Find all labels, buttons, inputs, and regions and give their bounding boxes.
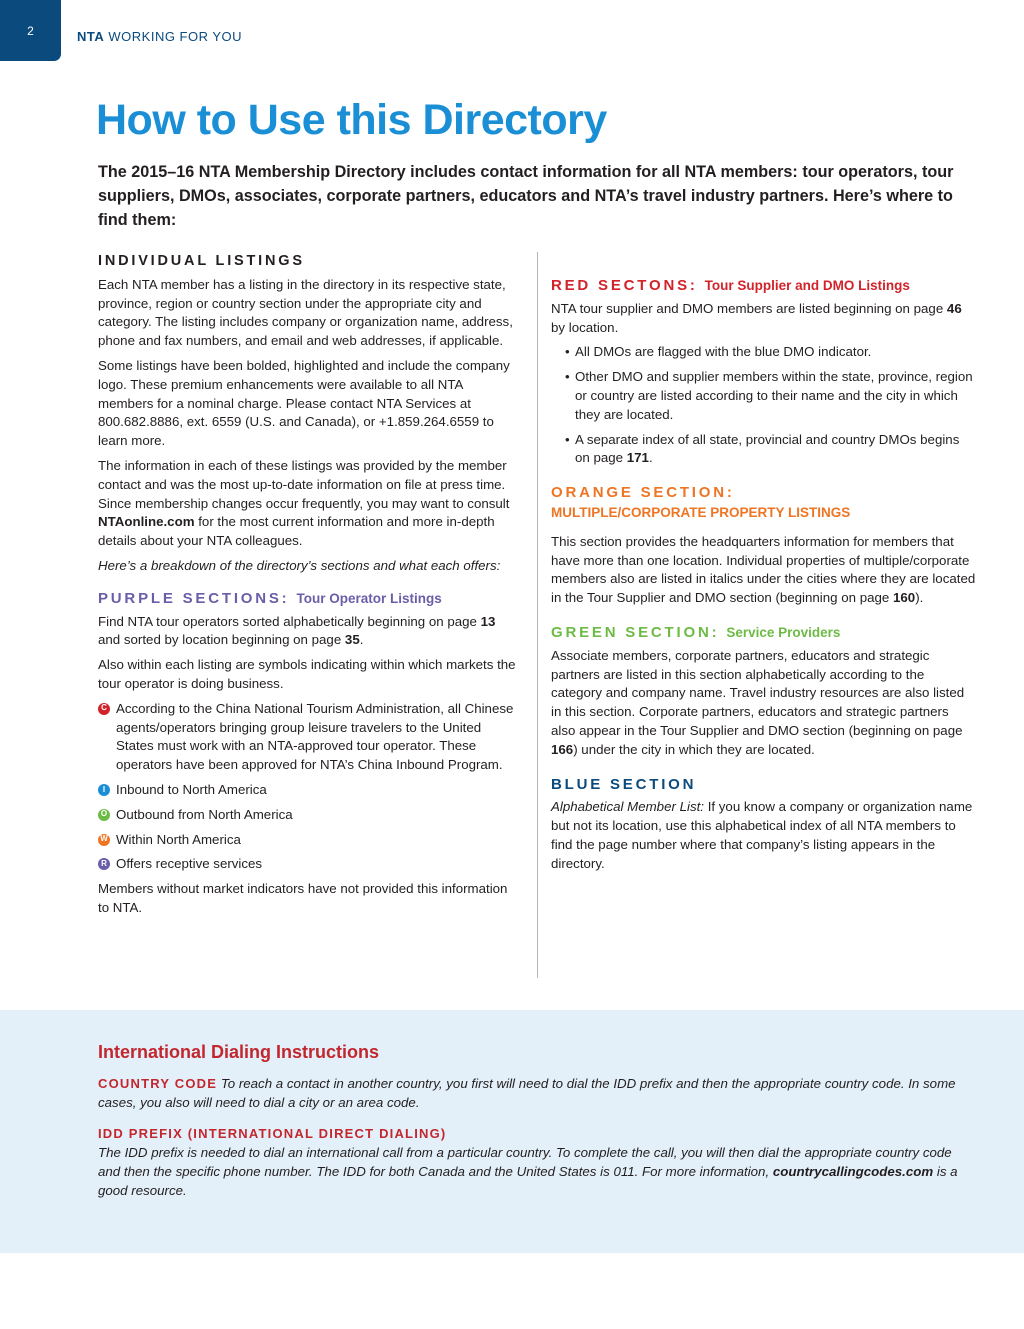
dialing-panel (0, 1010, 1024, 1253)
country-code-text: To reach a contact in another country, you first will need to dial the IDD prefix and then the appropriate country code. In some cases, you also will need to dial a city or an area code. (98, 1076, 956, 1110)
green-page-166: 166 (551, 741, 574, 757)
purple-p3: Members without market indicators have not provided this information to NTA. (98, 881, 508, 915)
red-sections-heading (551, 277, 976, 296)
market-marker-text: Within North America (116, 831, 241, 847)
individual-p3 (98, 457, 518, 551)
red-p1-a: NTA tour supplier and DMO members are listed beginning on page (551, 300, 947, 316)
market-marker-item (98, 781, 518, 800)
red-p1 (551, 300, 976, 338)
market-marker-text: Inbound to North America (116, 781, 267, 797)
idd-prefix-end: is a good resource. (98, 1164, 958, 1198)
purple-page-35: 35 (344, 632, 360, 648)
green-p1-b: ) under the city in which they are located. (573, 741, 815, 757)
blue-section-heading: BLUE SECTION (551, 775, 697, 793)
market-marker-item (98, 855, 518, 874)
market-marker-item (98, 806, 518, 825)
red-page-46: 46 (946, 300, 962, 316)
blue-p1-rest: If you know a company or organization name but not its location, use this alphabetical index of all NTA members to find the page number where that company’s listing appears in the directory. (551, 799, 973, 871)
page-number: 2 (27, 23, 34, 38)
purple-sections-heading (98, 590, 518, 609)
green-label: GREEN SECTION: (551, 623, 720, 641)
individual-listings-heading: INDIVIDUAL LISTINGS (98, 253, 305, 269)
red-bullet-3-b: . (648, 450, 653, 466)
individual-p4 (98, 557, 518, 576)
purple-sub: Tour Operator Listings (296, 590, 442, 606)
red-bullet-1-text: All DMOs are flagged with the blue DMO indicator. (575, 344, 872, 360)
green-section-heading (551, 624, 976, 643)
purple-p1-b: and sorted by location beginning on page (98, 632, 345, 648)
column-divider (537, 252, 538, 978)
running-title: WORKING FOR YOU (108, 29, 243, 44)
idd-prefix-label: IDD PREFIX (INTERNATIONAL DIRECT DIALING) (98, 1126, 447, 1141)
intro-paragraph: The 2015–16 NTA Membership Directory includes contact information for all NTA members: tour operators, tour suppliers, DMOs, associates, corporate partners, educators and NTA’s travel industry partners. Here’s where to find them: (98, 163, 954, 229)
individual-p4-text: Here’s a breakdown of the directory’s sections and what each offers: (98, 557, 501, 573)
idd-prefix-text: The IDD prefix is needed to dial an international call from a particular country. To complete the call, you will then dial the appropriate country code and then the specific phone number. The IDD for both Canada and the United States is 011. For more information, (98, 1145, 952, 1179)
orange-page-160: 160 (893, 590, 916, 606)
market-marker-item (98, 831, 518, 850)
right-column (551, 277, 976, 880)
running-header (77, 29, 242, 44)
red-p1-b: by location. (551, 319, 619, 335)
red-bullet-2-text: Other DMO and supplier members within the state, province, region or country are listed according to their name and the city in which they are located. (575, 369, 973, 422)
purple-page-13: 13 (480, 613, 496, 629)
market-marker-text: Offers receptive services (116, 856, 263, 872)
green-sub: Service Providers (726, 624, 841, 640)
purple-p1 (98, 613, 518, 651)
orange-p1-a: This section provides the headquarters information for members that have more than one location. Individual properties of multiple/corporate members also are listed in italics under the cities where they are located in the Tour Supplier and DMO section (beginning on page (551, 533, 976, 606)
blue-p1 (551, 798, 976, 873)
orange-label: ORANGE SECTION: (551, 484, 735, 502)
red-bullet-3: • A separate index of all state, provincial and country DMOs begins on page 171. (565, 431, 960, 466)
page-title: How to Use this Directory (96, 96, 607, 144)
orange-section-heading (551, 484, 976, 523)
purple-label: PURPLE SECTIONS: (98, 589, 290, 607)
red-bullet-2: • Other DMO and supplier members within the state, province, region or country are listed according to their name and the city in which they are located. (565, 368, 976, 424)
individual-p3-text-a: The information in each of these listings was provided by the member contact and was the most up-to-date information on file at press time. Since membership changes occur frequently, you may want to consult (98, 457, 510, 511)
green-p1-a: Associate members, corporate partners, educators and strategic partners are listed in this section alphabetically according to the category and company name. Travel industry resources are also listed in this section. Corporate partners, educators and strategic partners also appear in the Tour Supplier and DMO section (beginning on page (551, 647, 965, 738)
purple-p1-c: . (359, 632, 364, 648)
dialing-title: International Dialing Instructions (98, 1042, 380, 1062)
country-code-label: COUNTRY CODE (98, 1076, 218, 1091)
brand-name: NTA (77, 29, 105, 44)
ntaonline-link[interactable]: NTAonline.com (98, 514, 195, 530)
blue-p1-lead: Alphabetical Member List: (551, 799, 704, 815)
individual-p1: Each NTA member has a listing in the directory in its respective state, province, region or country section under the appropriate city and category. The listing includes company or organization name, address, phone and fax numbers, and email and web addresses, if applicable. (98, 276, 513, 349)
individual-p3-text-b: for the most current information and more in-depth details about your NTA colleagues. (98, 514, 495, 549)
orange-p1 (551, 533, 976, 608)
market-marker-text: According to the China National Tourism Administration, all Chinese agents/operators bringing group leisure travelers to the United States must work with an NTA-approved tour operator. These operators have been approved for NTA’s China Inbound Program. (116, 700, 514, 773)
market-o-icon: O (98, 809, 110, 821)
country-code-block (98, 1074, 958, 1112)
orange-p1-b: ). (915, 590, 924, 606)
left-column (98, 252, 518, 924)
market-marker-text: Outbound from North America (116, 806, 293, 822)
red-bullet-3-a: A separate index of all state, provincial and country DMOs begins on page (575, 431, 960, 466)
purple-p2: Also within each listing are symbols indicating within which markets the tour operator is doing business. (98, 657, 516, 691)
page-number-tab (0, 0, 61, 61)
market-w-icon: W (98, 834, 110, 846)
market-r-icon: R (98, 858, 110, 870)
red-label: RED SECTONS: (551, 277, 698, 294)
individual-p2: Some listings have been bolded, highlighted and include the company logo. These premium enhancements were available to all NTA members for a nominal charge. Please contact NTA Services at 800.682.8886, ext. 6559 (U.S. and Canada), or +1.859.264.6559 to learn more. (98, 357, 510, 449)
green-p1 (551, 647, 976, 760)
red-page-171: 171 (626, 450, 649, 466)
orange-sub: MULTIPLE/CORPORATE PROPERTY LISTINGS (551, 504, 851, 520)
countrycallingcodes-link[interactable]: countrycallingcodes.com (772, 1164, 934, 1179)
market-i-icon: I (98, 784, 110, 796)
purple-p1-a: Find NTA tour operators sorted alphabetically beginning on page (98, 613, 481, 629)
red-sub: Tour Supplier and DMO Listings (704, 278, 910, 293)
idd-prefix-block (98, 1124, 958, 1200)
market-c-icon: C (98, 703, 110, 715)
market-markers-list (98, 700, 518, 874)
red-bullet-1: • All DMOs are flagged with the blue DMO indicator. (565, 343, 976, 362)
market-marker-item (98, 700, 518, 775)
